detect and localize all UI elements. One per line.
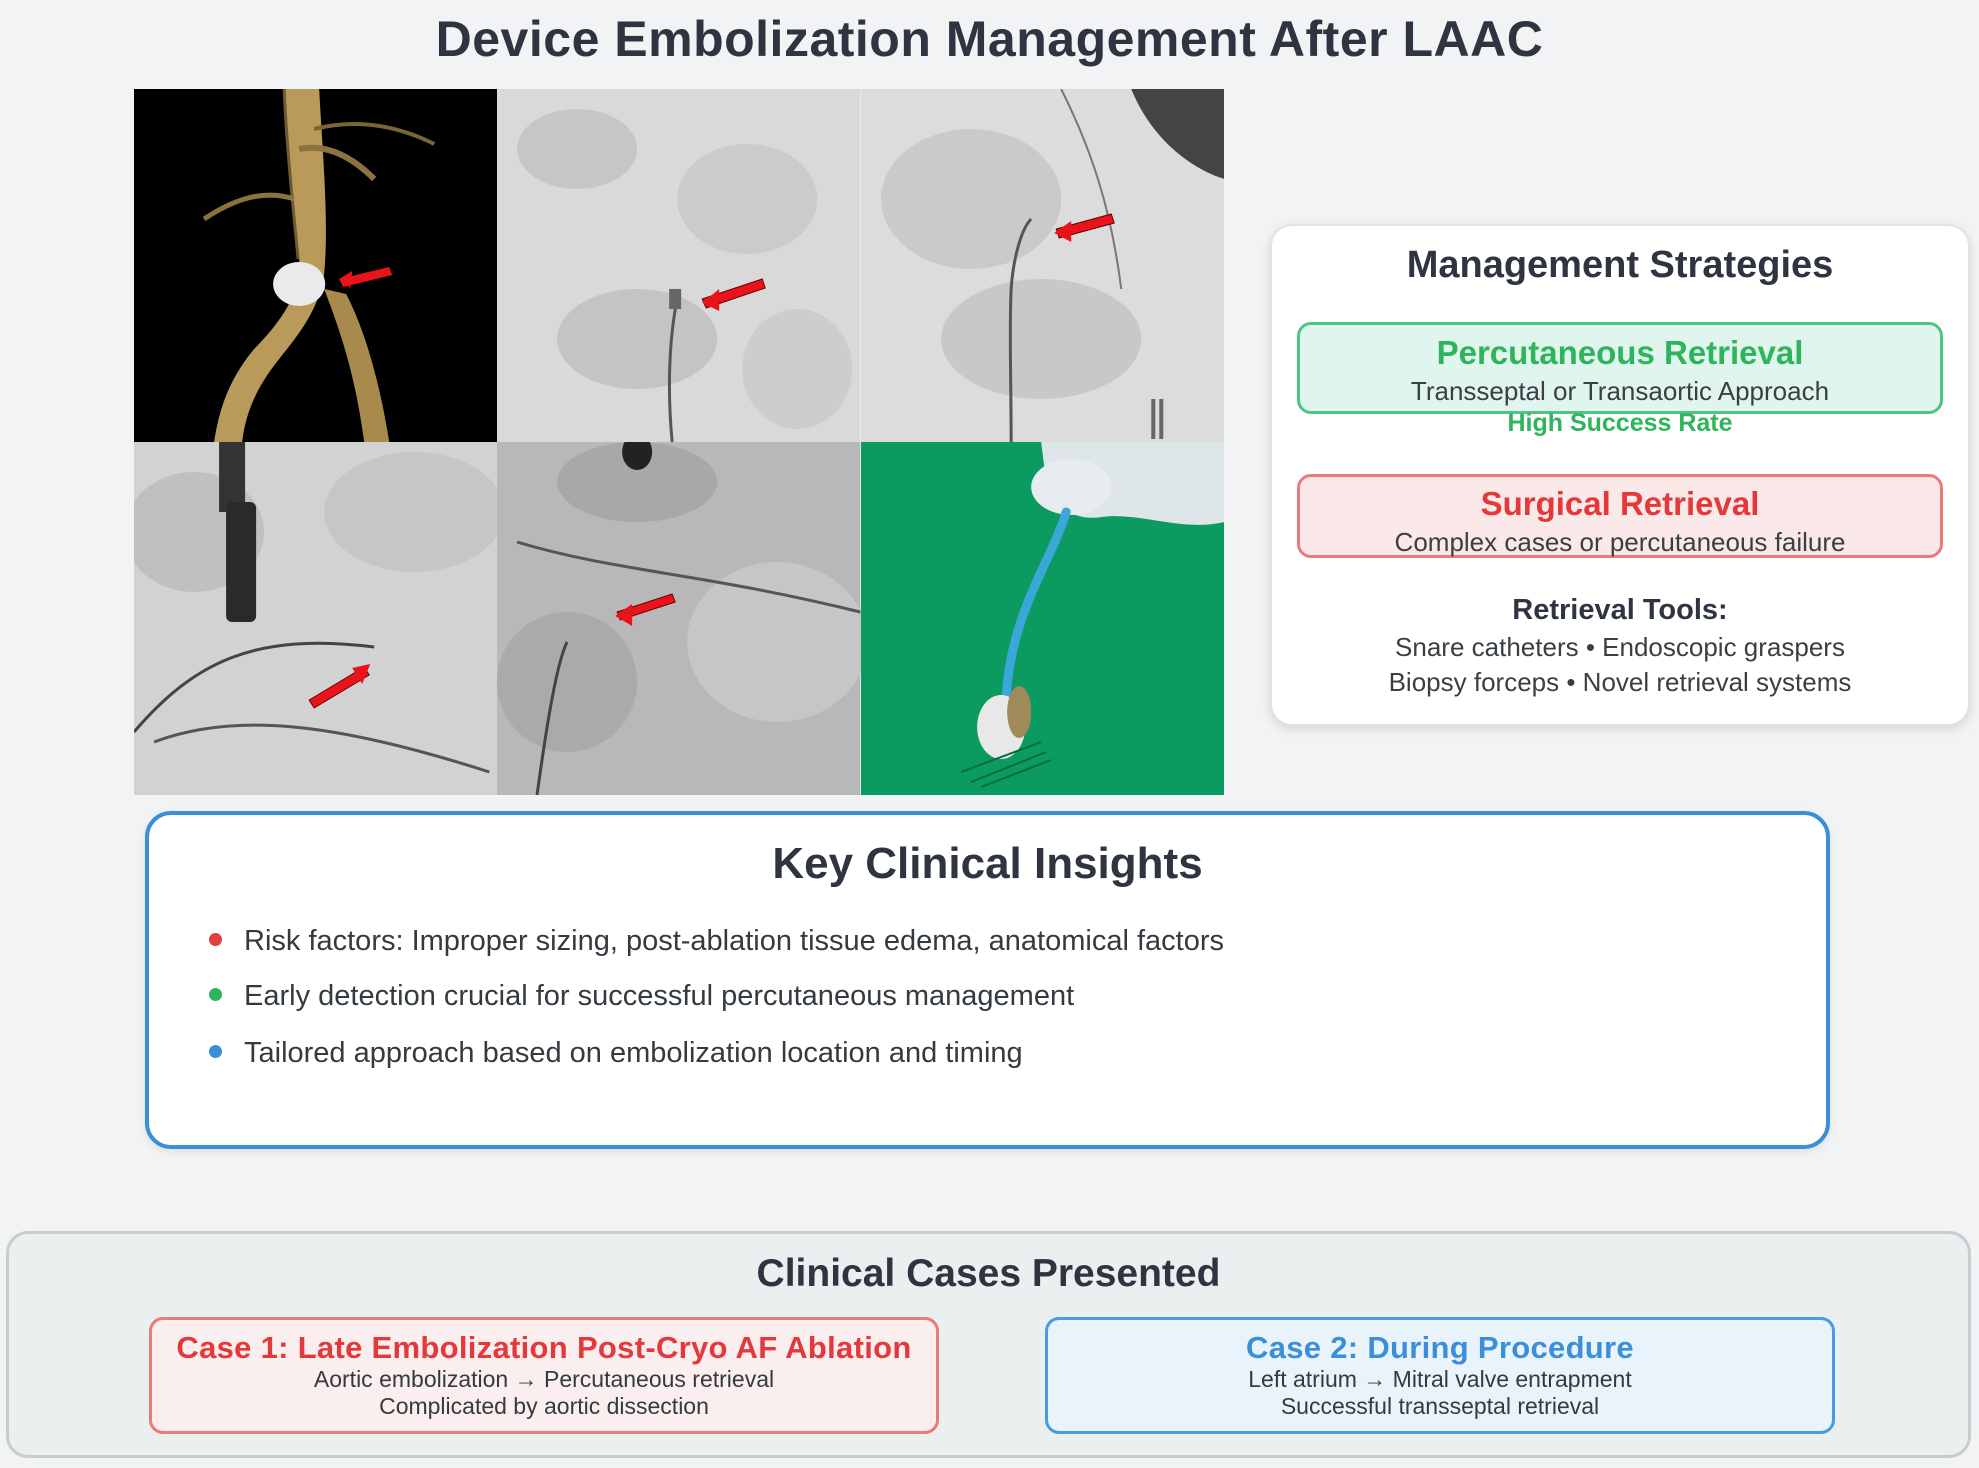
case-2-line-1: Left atrium → Mitral valve entrapment bbox=[1248, 1366, 1632, 1392]
case-2-box bbox=[1045, 1317, 1835, 1434]
retrieval-tools-line-2: Biopsy forceps • Novel retrieval systems bbox=[1388, 667, 1852, 697]
retrieval-tools-line-1: Snare catheters • Endoscopic graspers bbox=[1395, 632, 1845, 662]
fluoroscopy-abdominal-device bbox=[497, 89, 860, 442]
image-grid bbox=[134, 89, 1224, 795]
insight-item bbox=[209, 925, 1224, 958]
management-strategies-card bbox=[1270, 224, 1970, 726]
management-title: Management Strategies bbox=[1406, 244, 1834, 286]
fluoroscopy-pelvic-snare bbox=[861, 89, 1224, 442]
case-1-line-2: Complicated by aortic dissection bbox=[379, 1393, 709, 1419]
blue-bullet-icon bbox=[209, 1045, 222, 1058]
insight-text: Tailored approach based on embolization location and timing bbox=[244, 1037, 1023, 1069]
insights-title: Key Clinical Insights bbox=[772, 839, 1203, 888]
percutaneous-note: High Success Rate bbox=[1507, 409, 1733, 437]
surgical-desc: Complex cases or percutaneous failure bbox=[1394, 527, 1846, 557]
fluoroscopy-retrieval-sheath bbox=[497, 442, 860, 795]
case-1-name: Case 1: Late Embolization Post-Cryo AF Ablation bbox=[176, 1330, 912, 1365]
case-2-name: Case 2: During Procedure bbox=[1246, 1330, 1634, 1365]
insight-item bbox=[209, 1037, 1023, 1070]
percutaneous-desc: Transseptal or Transaortic Approach bbox=[1410, 376, 1830, 406]
surgical-name: Surgical Retrieval bbox=[1480, 485, 1760, 522]
green-bullet-icon bbox=[209, 988, 222, 1001]
cases-title: Clinical Cases Presented bbox=[756, 1252, 1221, 1295]
fluoroscopy-catheter-loop bbox=[134, 442, 497, 795]
ct-3d-reconstruction-aorta bbox=[134, 89, 497, 442]
clinical-cases-card bbox=[6, 1231, 1971, 1458]
red-bullet-icon bbox=[209, 933, 222, 946]
percutaneous-name: Percutaneous Retrieval bbox=[1436, 334, 1804, 371]
insight-item bbox=[209, 980, 1074, 1013]
surgical-retrieval-box bbox=[1297, 474, 1943, 558]
page-title: Device Embolization Management After LAAC bbox=[435, 11, 1544, 67]
photo-retrieved-device bbox=[861, 442, 1224, 795]
retrieval-tools-title: Retrieval Tools: bbox=[1512, 594, 1728, 626]
key-clinical-insights-card bbox=[145, 811, 1830, 1149]
percutaneous-retrieval-box bbox=[1297, 322, 1943, 437]
insight-text: Risk factors: Improper sizing, post-ablation tissue edema, anatomical factors bbox=[244, 925, 1224, 957]
case-2-line-2: Successful transseptal retrieval bbox=[1280, 1393, 1600, 1419]
case-1-line-1: Aortic embolization → Percutaneous retrieval bbox=[313, 1366, 775, 1392]
case-1-box bbox=[149, 1317, 939, 1434]
insight-text: Early detection crucial for successful percutaneous management bbox=[244, 980, 1075, 1012]
